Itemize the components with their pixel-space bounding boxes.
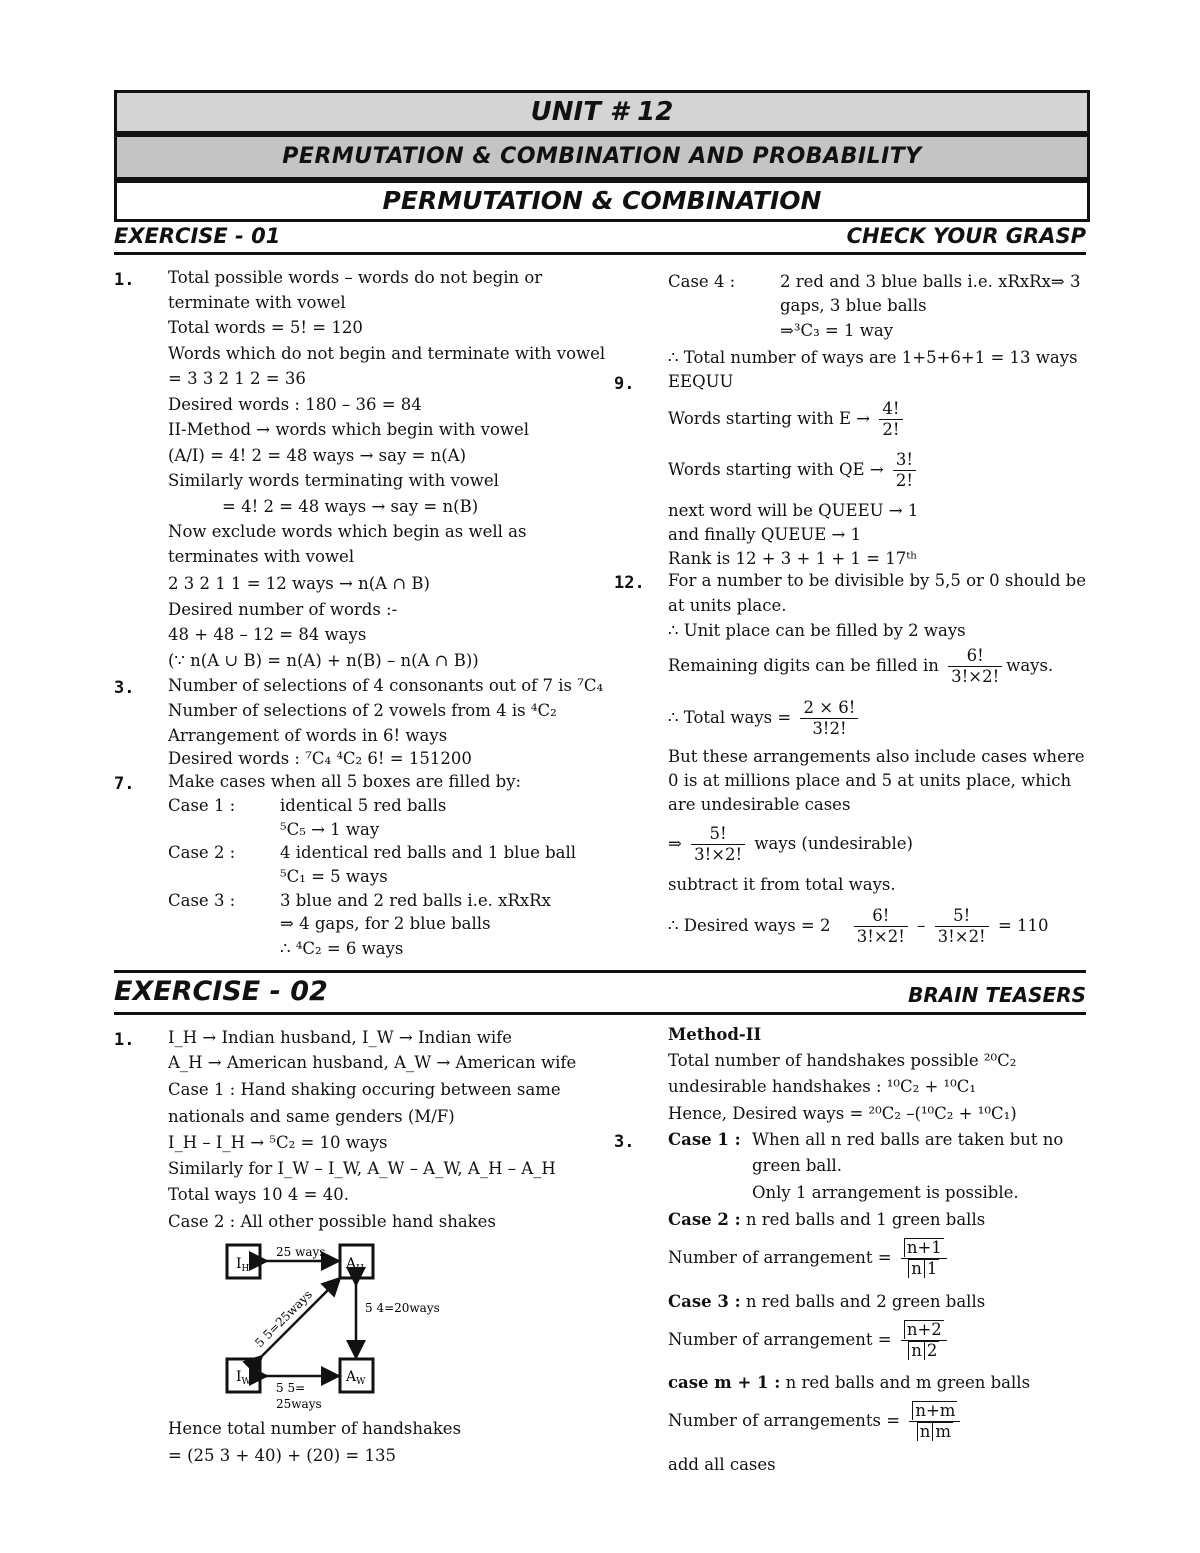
fraction: [879, 399, 902, 440]
divider: [114, 1012, 1086, 1015]
edge-bottom-label: 25ways: [276, 1397, 322, 1411]
denominator: 3!×2!: [856, 927, 905, 946]
formula-line: [668, 698, 862, 739]
formula-line: [668, 1238, 951, 1279]
text-line: 2 red and 3 blue balls i.e. xRxRx⇒ 3: [780, 272, 1081, 291]
text-line: Total words = 5! = 120: [168, 318, 363, 337]
numerator: 5!: [935, 906, 989, 927]
text-line: For a number to be divisible by 5,5 or 0 should be: [668, 571, 1086, 590]
numerator: 6!: [854, 906, 908, 927]
text-line: But these arrangements also include cases where: [668, 747, 1085, 766]
exercise-01-tag: CHECK YOUR GRASP: [846, 224, 1086, 248]
numerator: 5!: [691, 824, 745, 845]
case-label: Case 1 :: [668, 1130, 741, 1149]
text-line: Case 2 : All other possible hand shakes: [168, 1212, 496, 1231]
text-line: 0 is at millions place and 5 at units place, which: [668, 771, 1072, 790]
text-line: at units place.: [668, 596, 787, 615]
formula-line: [668, 399, 907, 440]
text-line: (A/I) = 4! 2 = 48 ways → say = n(A): [168, 446, 467, 465]
text-line: Hence, Desired ways = ²⁰C₂ –(¹⁰C₂ + ¹⁰C₁): [668, 1104, 1017, 1123]
fraction: [691, 824, 745, 865]
text: Words starting with E →: [668, 409, 871, 428]
text-line: Desired number of words :-: [168, 600, 398, 619]
formula-line: [668, 1320, 951, 1361]
denominator: 3!×2!: [694, 845, 743, 864]
text: –: [917, 916, 926, 935]
fraction: [909, 1401, 960, 1442]
text-line: and finally QUEUE → 1: [668, 525, 862, 544]
text-line: gaps, 3 blue balls: [780, 296, 927, 315]
fraction: [893, 450, 916, 491]
text-line: Total ways 10 4 = 40.: [168, 1185, 349, 1204]
text-line: = 4! 2 = 48 ways → say = n(B): [222, 497, 479, 516]
case-label: Case 3 :: [668, 1292, 741, 1311]
text: ∴ Desired ways = 2: [668, 916, 831, 935]
fraction: [901, 1320, 947, 1361]
fraction: [854, 906, 908, 947]
text-line: green ball.: [752, 1156, 843, 1175]
text: ∴ Total ways =: [668, 708, 792, 727]
question-number: 3.: [614, 1132, 635, 1152]
numerator: 3!: [893, 450, 916, 471]
edge-bottom-label: 5 5=: [276, 1381, 306, 1395]
case-label: Case 2 :: [168, 843, 236, 862]
text-line: Total number of handshakes possible ²⁰C₂: [668, 1051, 1017, 1070]
text-line: subtract it from total ways.: [668, 875, 896, 894]
text-line: Make cases when all 5 boxes are filled by:: [168, 772, 522, 791]
exercise-01-title: EXERCISE - 01: [114, 224, 281, 248]
divider: [114, 252, 1086, 255]
text-line: 4 identical red balls and 1 blue ball: [280, 843, 577, 862]
text-line: I_H – I_H → ⁵C₂ = 10 ways: [168, 1133, 388, 1152]
question-number: 1.: [114, 270, 135, 290]
text-line: Rank is 12 + 3 + 1 + 1 = 17ᵗʰ: [668, 549, 918, 568]
denominator: n 1: [901, 1259, 947, 1279]
numerator: n+1: [901, 1238, 947, 1259]
text-line: Words which do not begin and terminate with vowel: [168, 344, 606, 363]
node-ah-label: $A_H$: [346, 1256, 364, 1274]
text-line: = (25 3 + 40) + (20) = 135: [168, 1446, 396, 1465]
edge-diagonal-label: 5 5=25ways: [252, 1287, 315, 1351]
fraction: [800, 698, 858, 739]
text-line: undesirable handshakes : ¹⁰C₂ + ¹⁰C₁: [668, 1077, 977, 1096]
text: Number of arrangement =: [668, 1330, 892, 1349]
text-line: ⇒ 4 gaps, for 2 blue balls: [280, 914, 491, 933]
section-title: PERMUTATION & COMBINATION: [114, 180, 1090, 222]
text-line: add all cases: [668, 1455, 776, 1474]
case-label: Case 2 :: [668, 1210, 741, 1229]
text: Remaining digits can be filled in: [668, 656, 939, 675]
text-line: next word will be QUEEU → 1: [668, 501, 919, 520]
formula-line: [668, 824, 913, 865]
text: Number of arrangements =: [668, 1411, 901, 1430]
node-iw-label: $I_W$: [236, 1369, 251, 1387]
text-line: 48 + 48 – 12 = 84 ways: [168, 625, 367, 644]
denominator: n m: [909, 1422, 960, 1442]
formula-line: [668, 1401, 964, 1442]
case-label: case m + 1 :: [668, 1373, 781, 1392]
chapter-title: PERMUTATION & COMBINATION AND PROBABILITY: [114, 134, 1090, 180]
text-line: Desired words : 180 – 36 = 84: [168, 395, 422, 414]
text-line: Similarly for I_W – I_W, A_W – A_W, A_H – A_H: [168, 1159, 556, 1178]
text-line: Number of selections of 4 consonants out of 7 is ⁷C₄: [168, 676, 604, 695]
text-line: = 3 3 2 1 2 = 36: [168, 369, 306, 388]
handshake-diagram: [220, 1238, 480, 1416]
numerator: 4!: [879, 399, 902, 420]
text-line: Case 1 : Hand shaking occuring between same: [168, 1080, 561, 1099]
denominator: 2!: [895, 471, 914, 490]
text-line: I_H → Indian husband, I_W → Indian wife: [168, 1028, 512, 1047]
text-line: ∴ ⁴C₂ = 6 ways: [280, 939, 404, 958]
text: Number of arrangement =: [668, 1248, 892, 1267]
numerator: 6!: [948, 646, 1002, 667]
text: ways.: [1006, 656, 1054, 675]
text-line: Similarly words terminating with vowel: [168, 471, 499, 490]
numerator: n+2: [901, 1320, 947, 1341]
text: = 110: [997, 916, 1049, 935]
text-line: When all n red balls are taken but no: [752, 1130, 1064, 1149]
case-row: [668, 1210, 985, 1229]
case-row: [668, 1373, 1030, 1392]
text-line: ⇒³C₃ = 1 way: [780, 321, 894, 340]
fraction: [901, 1238, 947, 1279]
text-line: ∴ Total number of ways are 1+5+6+1 = 13 ways: [668, 348, 1078, 367]
text-line: Only 1 arrangement is possible.: [752, 1183, 1019, 1202]
text-line: (∵ n(A ∪ B) = n(A) + n(B) – n(A ∩ B)): [168, 651, 479, 670]
denominator: 3!2!: [812, 719, 847, 738]
denominator: 3!×2!: [951, 667, 1000, 686]
question-number: 12.: [614, 573, 645, 593]
text-line: 3 blue and 2 red balls i.e. xRxRx: [280, 891, 551, 910]
text-line: identical 5 red balls: [280, 796, 447, 815]
text-line: are undesirable cases: [668, 795, 851, 814]
text: n red balls and 2 green balls: [745, 1292, 986, 1311]
text-line: II-Method → words which begin with vowel: [168, 420, 530, 439]
text-line: Desired words : ⁷C₄ ⁴C₂ 6! = 151200: [168, 749, 472, 768]
text-line: Total possible words – words do not begin or: [168, 268, 543, 287]
case-label: Case 3 :: [168, 891, 236, 910]
fraction: [948, 646, 1002, 687]
text: Words starting with QE →: [668, 460, 884, 479]
question-number: 7.: [114, 774, 135, 794]
question-number: 1.: [114, 1030, 135, 1050]
question-number: 9.: [614, 374, 635, 394]
case-label: Case 4 :: [668, 272, 736, 291]
text-line: EEQUU: [668, 372, 734, 391]
exercise-02-tag: BRAIN TEASERS: [908, 983, 1086, 1007]
text-line: Hence total number of handshakes: [168, 1419, 462, 1438]
edge-diagonal: [260, 1280, 338, 1358]
text: n red balls and m green balls: [785, 1373, 1031, 1392]
fraction: [935, 906, 989, 947]
text-line: Number of selections of 2 vowels from 4 is ⁴C₂: [168, 701, 557, 720]
node-ih-label: $I_H$: [236, 1256, 250, 1274]
text-line: ⁵C₅ → 1 way: [280, 820, 380, 839]
edge-top-label: 25 ways: [276, 1245, 326, 1259]
text: ⇒: [668, 834, 682, 853]
text-line: nationals and same genders (M/F): [168, 1107, 455, 1126]
case-row: [668, 1292, 985, 1311]
text-line: terminate with vowel: [168, 293, 346, 312]
divider: [114, 970, 1086, 973]
text: n red balls and 1 green balls: [745, 1210, 986, 1229]
text-line: ⁵C₁ = 5 ways: [280, 867, 388, 886]
node-aw: [340, 1359, 373, 1392]
formula-line: [668, 450, 920, 491]
denominator: 3!×2!: [937, 927, 986, 946]
text-line: ∴ Unit place can be filled by 2 ways: [668, 621, 966, 640]
unit-title: UNIT # 12: [114, 90, 1090, 134]
text: ways (undesirable): [754, 834, 913, 853]
text-line: terminates with vowel: [168, 547, 355, 566]
formula-line: [668, 646, 1053, 687]
formula-line: [668, 906, 1049, 947]
text-line: Now exclude words which begin as well as: [168, 522, 527, 541]
numerator: 2 × 6!: [800, 698, 858, 719]
text-line: A_H → American husband, A_W → American wife: [168, 1053, 577, 1072]
denominator: 2!: [882, 420, 900, 439]
exercise-02-header: [114, 976, 1086, 1010]
method-title: Method-II: [668, 1025, 762, 1044]
question-number: 3.: [114, 678, 135, 698]
text-line: Arrangement of words in 6! ways: [168, 726, 448, 745]
node-aw-label: $A_W$: [346, 1369, 366, 1387]
node-iw: [227, 1359, 260, 1392]
exercise-02-title: EXERCISE - 02: [114, 976, 328, 1007]
text-line: 2 3 2 1 1 = 12 ways → n(A ∩ B): [168, 574, 430, 593]
numerator: n+m: [909, 1401, 960, 1422]
case-label: Case 1 :: [168, 796, 236, 815]
edge-right-label: 5 4=20ways: [365, 1301, 440, 1315]
denominator: n 2: [901, 1341, 947, 1361]
